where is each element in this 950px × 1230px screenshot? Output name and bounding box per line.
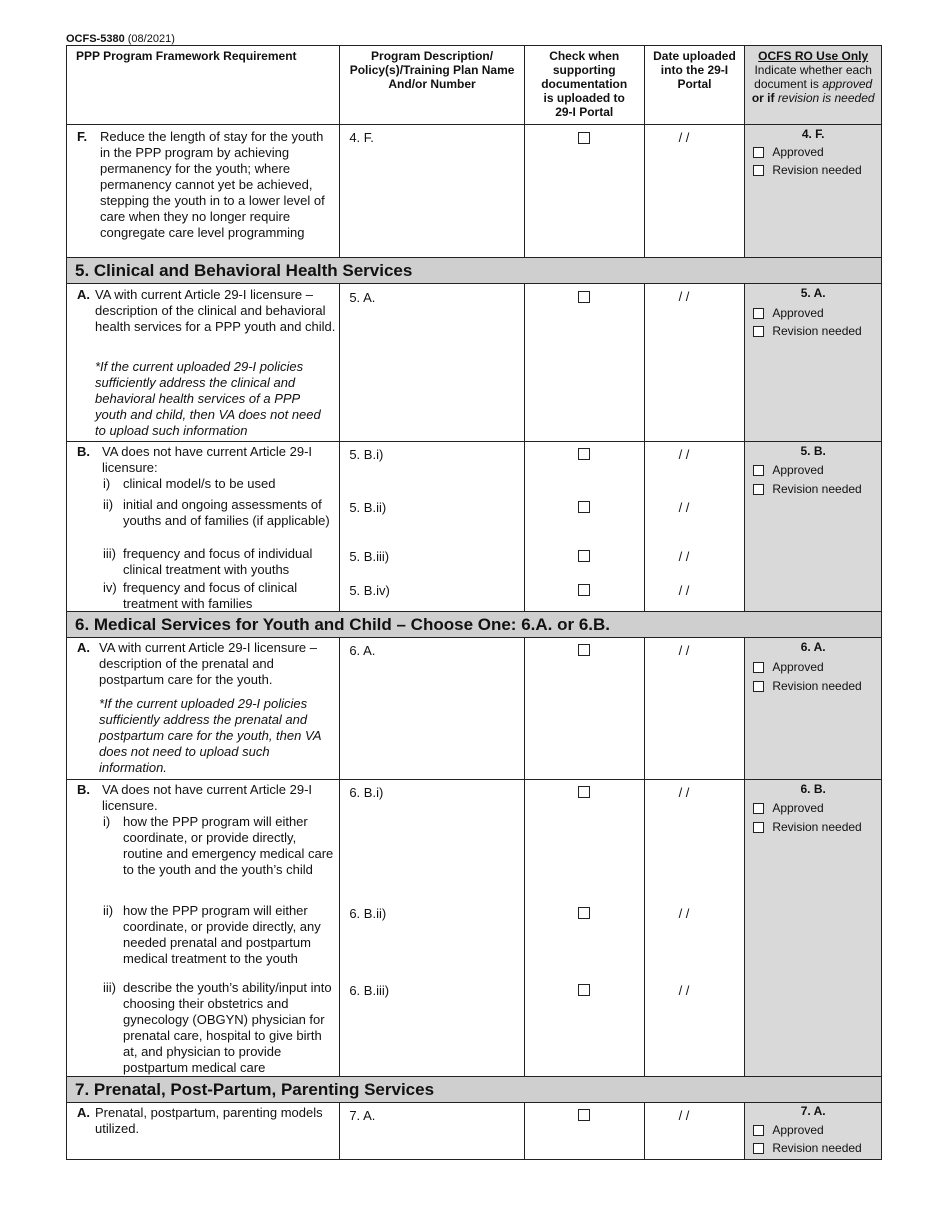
form-id: OCFS-5380 (08/2021) [66, 33, 175, 45]
approved-option[interactable]: Approved [753, 145, 823, 159]
header-check: Check when supporting documentation is uploaded to 29-I Portal [524, 46, 644, 124]
requirement-text: Prenatal, postpartum, parenting models utilized. [95, 1105, 323, 1136]
section-heading: 7. Prenatal, Post-Partum, Parenting Services [67, 1076, 881, 1102]
ref-label: 7. A. [349, 1108, 376, 1123]
section-heading: 6. Medical Services for Youth and Child – Choose One: 6.A. or 6.B. [67, 611, 881, 637]
requirement-text: VA with current Article 29-I licensure – description of the clinical and behavioral health services for a PPP youth and child. [95, 287, 336, 334]
upload-checkbox[interactable] [578, 550, 590, 562]
header-description: Program Description/ Policy(s)/Training Plan Name And/or Number [339, 46, 524, 124]
sub-requirement: initial and ongoing assessments of youths and of families (if applicable) [123, 497, 330, 528]
upload-date-field[interactable]: / / [678, 130, 690, 145]
upload-date-field[interactable]: / / [678, 583, 690, 598]
revision-option[interactable]: Revision needed [753, 1141, 861, 1155]
revision-checkbox[interactable] [753, 822, 764, 833]
requirement-text: Reduce the length of stay for the youth in the PPP program by achieving permanency for the youth; where permanency cannot yet be achieved, stepping the youth in to a lower level of care when they no longer require congregate care level programming [100, 129, 325, 240]
approved-option[interactable]: Approved [753, 1123, 823, 1137]
ro-ref: 6. B. [800, 782, 826, 796]
sub-requirement: clinical model/s to be used [123, 476, 276, 491]
approved-option[interactable]: Approved [753, 801, 823, 815]
upload-date-field[interactable]: / / [678, 785, 690, 800]
ref-label: 5. B.iii) [349, 549, 390, 564]
approved-option[interactable]: Approved [753, 306, 823, 320]
ref-label: 6. B.i) [349, 785, 384, 800]
revision-checkbox[interactable] [753, 1143, 764, 1154]
ref-label: 5. A. [349, 290, 376, 305]
ref-label: 4. F. [349, 130, 374, 145]
upload-checkbox[interactable] [578, 132, 590, 144]
approved-checkbox[interactable] [753, 465, 764, 476]
table-row: A. VA with current Article 29-I licensure – description of the clinical and behavioral health services for a PPP youth and child. *If the current uploaded 29-I policies sufficiently address the clinical and behavioral health services of a PPP youth and child, then VA does not need to upload such information 5. A. / / 5. A. Approved Revision needed [67, 283, 881, 441]
requirements-table [66, 45, 882, 1160]
ro-ref: 4. F. [801, 127, 825, 141]
sub-requirement: frequency and focus of clinical treatment with families [123, 580, 298, 611]
table-header [67, 46, 881, 124]
upload-date-field[interactable]: / / [678, 447, 690, 462]
upload-checkbox[interactable] [578, 448, 590, 460]
upload-checkbox[interactable] [578, 907, 590, 919]
upload-checkbox[interactable] [578, 291, 590, 303]
upload-checkbox[interactable] [578, 584, 590, 596]
ro-ref: 6. A. [800, 640, 826, 654]
upload-checkbox[interactable] [578, 1109, 590, 1121]
ref-label: 5. B.iv) [349, 583, 390, 598]
upload-date-field[interactable]: / / [678, 549, 690, 564]
revision-option[interactable]: Revision needed [753, 820, 861, 834]
upload-date-field[interactable]: / / [678, 983, 690, 998]
table-row: A. VA with current Article 29-I licensure – description of the prenatal and postpartum care for the youth. *If the current uploaded 29-I policies sufficiently address the prenatal and postpartum care for the youth, then VA does not need to upload such information. 6. A. / / 6. A. Approved Revision needed [67, 637, 881, 779]
upload-checkbox[interactable] [578, 501, 590, 513]
sub-requirement: describe the youth’s ability/input into choosing their obstetrics and gynecology (OBGYN) physician for prenatal care, hospital to give birth at, and physician to provide postpartum medical care [123, 980, 332, 1075]
header-ro-use [744, 46, 881, 124]
revision-option[interactable]: Revision needed [753, 482, 861, 496]
requirement-text: VA with current Article 29-I licensure – description of the prenatal and postpartum care for the youth. [99, 640, 317, 687]
revision-checkbox[interactable] [753, 484, 764, 495]
sub-requirement: how the PPP program will either coordinate, or provide directly, routine and emergency medical care to the youth and the youth’s child [123, 814, 334, 877]
upload-checkbox[interactable] [578, 984, 590, 996]
ref-label: 5. B.ii) [349, 500, 387, 515]
approved-option[interactable]: Approved [753, 660, 823, 674]
upload-date-field[interactable]: / / [678, 289, 690, 304]
approved-option[interactable]: Approved [753, 463, 823, 477]
ref-label: 6. B.ii) [349, 906, 387, 921]
upload-checkbox[interactable] [578, 644, 590, 656]
approved-checkbox[interactable] [753, 662, 764, 673]
requirement-text: VA does not have current Article 29-I licensure: [102, 444, 313, 475]
header-date: Date uploaded into the 29-I Portal [644, 46, 745, 124]
header-requirement: PPP Program Framework Requirement [76, 49, 297, 63]
ro-use-title: OCFS RO Use Only [758, 49, 869, 63]
revision-option[interactable]: Revision needed [753, 163, 861, 177]
revision-checkbox[interactable] [753, 326, 764, 337]
ro-use-instructions: Indicate whether each document is approved or if revision is needed [751, 63, 875, 105]
ref-label: 6. A. [349, 643, 376, 658]
ref-label: 6. B.iii) [349, 983, 390, 998]
table-row: A. Prenatal, postpartum, parenting models utilized. 7. A. / / 7. A. Approved Revision needed [67, 1102, 881, 1159]
revision-option[interactable]: Revision needed [753, 324, 861, 338]
ref-label: 5. B.i) [349, 447, 384, 462]
table-row: B. VA does not have current Article 29-I licensure: i) clinical model/s to be used ii) initial and ongoing assessments of youths and of families (if applicable) iii) frequency and focus of individual clinical treatment with youths iv) frequency and focus of clinical treatment with families 5. B.i) 5. B.ii) 5. B.iii) 5. B.iv) / / / / / / / / 5. B. Approved Revision needed [67, 441, 881, 611]
revision-checkbox[interactable] [753, 165, 764, 176]
upload-date-field[interactable]: / / [678, 643, 690, 658]
upload-date-field[interactable]: / / [678, 500, 690, 515]
approved-checkbox[interactable] [753, 147, 764, 158]
requirement-note: *If the current uploaded 29-I policies sufficiently address the clinical and behavioral health services of a PPP youth and child, then VA does not need to upload such information [95, 359, 321, 438]
approved-checkbox[interactable] [753, 803, 764, 814]
upload-checkbox[interactable] [578, 786, 590, 798]
revision-checkbox[interactable] [753, 681, 764, 692]
sub-requirement: how the PPP program will either coordinate, or provide directly, any needed prenatal and postpartum medical treatment to the youth [123, 903, 321, 966]
ro-ref: 5. A. [800, 286, 826, 300]
revision-option[interactable]: Revision needed [753, 679, 861, 693]
approved-checkbox[interactable] [753, 1125, 764, 1136]
upload-date-field[interactable]: / / [678, 906, 690, 921]
approved-checkbox[interactable] [753, 308, 764, 319]
ro-ref: 7. A. [800, 1104, 826, 1118]
section-heading: 5. Clinical and Behavioral Health Services [67, 257, 881, 283]
sub-requirement: frequency and focus of individual clinical treatment with youths [123, 546, 313, 577]
requirement-note: *If the current uploaded 29-I policies sufficiently address the prenatal and postpartum care for the youth, then VA does not need to upload such information. [99, 696, 322, 775]
requirement-text: VA does not have current Article 29-I licensure. [102, 782, 313, 813]
table-row: F. Reduce the length of stay for the youth in the PPP program by achieving permanency for the youth; where permanency cannot yet be achieved, stepping the youth in to a lower level of care when they no longer require congregate care level programming 4. F. / / 4. F. Approved Revision needed [67, 124, 881, 257]
table-row: B. VA does not have current Article 29-I licensure. i) how the PPP program will either coordinate, or provide directly, routine and emergency medical care to the youth and the youth’s child ii) how the PPP program will either coordinate, or provide directly, any needed prenatal and postpartum medical treatment to the youth iii) describe the youth’s ability/input into choosing their obstetrics and gynecology (OBGYN) physician for prenatal care, hospital to give birth at, and physician to provide postpartum medical care 6. B.i) 6. B.ii) 6. B.iii) / / / / / / 6. B. Approved Revision needed [67, 779, 881, 1076]
ro-ref: 5. B. [800, 444, 826, 458]
upload-date-field[interactable]: / / [678, 1108, 690, 1123]
